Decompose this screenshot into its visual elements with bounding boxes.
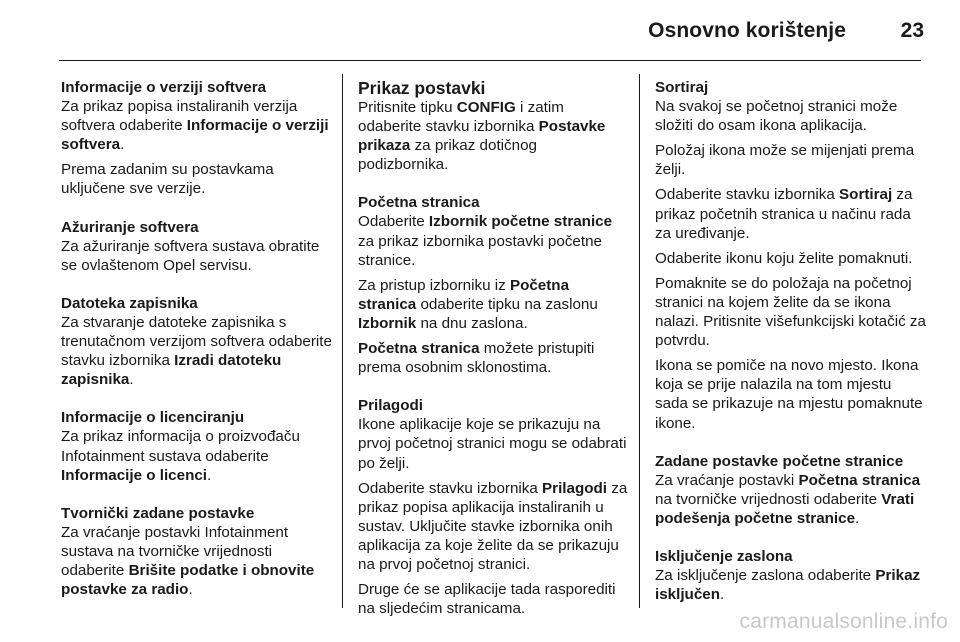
section-heading: Početna stranica [358,194,480,212]
section-display-off [655,547,927,604]
paragraph: Prema zadanim su postavkama uključene sve verzije. [61,161,274,198]
paragraph: Druge će se aplikacije tada rasporediti na sljedećim stranicama. [358,581,616,618]
text-run: za prikaz početnih stranica u načinu rada za uređivanje. [655,186,913,242]
text-run: Za prikaz popisa instaliranih verzija softvera odaberite [61,98,298,135]
text-run: na dnu zaslona. [416,314,528,332]
section-heading: Ažuriranje softvera [61,218,199,236]
column-3 [655,78,927,604]
paragraph: Za ažuriranje softvera sustava obratite se ovlaštenom Opel servisu. [61,237,320,274]
menu-item-reference: Prilagodi [542,479,608,497]
section-sort [655,78,927,433]
menu-item-reference: Brišite podatke i obnovite postavke za radio [61,561,315,599]
paragraph [655,566,927,604]
paragraph: Odaberite ikonu koju želite pomaknuti. [655,249,913,267]
text-run: i zatim odaberite stavku izbornika [358,99,564,136]
text-run: odaberite tipku na zaslonu [416,295,598,313]
text-run: . [720,586,725,604]
paragraph [61,427,333,484]
section-customise [358,396,630,618]
page-title: Osnovno korištenje [648,19,846,42]
text-run: Pritisnite tipku [358,99,457,116]
column-1 [61,78,333,599]
section-heading: Prilagodi [358,397,423,415]
menu-item-reference: Postavke prikaza [358,118,606,155]
menu-item-reference: Izbornik početne stranice [428,213,613,231]
page-number: 23 [900,19,924,42]
header-divider [59,60,921,61]
text-run: . [188,581,193,599]
paragraph [358,339,630,377]
text-run: za prikaz popisa aplikacija instaliranih u sustav. Uključite stavke izbornika onih aplikacija za koje želite da se prikazuju na prvoj početnoj stranici. [358,479,628,573]
menu-item-reference: Informacije o verziji softvera [61,117,329,154]
text-run: na tvorničke vrijednosti odaberite [655,490,882,508]
section-licensing-info [61,408,333,484]
section-software-version-info [61,78,333,199]
section-log-file [61,294,333,389]
text-run: . [855,509,860,527]
paragraph [358,276,630,333]
text-run: Odaberite stavku izbornika [358,479,543,497]
text-run: . [120,136,125,154]
section-home-page-defaults [655,452,927,528]
paragraph [358,479,630,574]
watermark: carmanualsonline.info [739,610,948,633]
text-run: Za isključenje zaslona odaberite [655,567,876,585]
paragraph [61,523,333,599]
paragraph: Pomaknite se do položaja na početnoj stranici na kojem želite da se ikona nalazi. Pritisnite višefunkcijski kotačić za potvrdu. [655,274,926,350]
menu-item-reference: Informacije o licenci [61,466,208,484]
text-run: za prikaz izbornika postavki početne stranice. [358,232,602,269]
column-divider-1 [342,74,343,608]
menu-item-reference: Početna stranica [358,340,480,358]
text-run: Za vraćanje postavki Infotainment sustava na tvorničke vrijednosti odaberite [61,523,289,579]
text-run: možete pristupiti prema osobnim sklonostima. [358,340,595,377]
text-run: Odaberite [358,213,429,231]
paragraph [655,471,927,528]
paragraph: Položaj ikona može se mijenjati prema želji. [655,142,915,179]
menu-item-reference: Početna stranica [798,471,921,489]
section-title: Prikaz postavki [358,78,486,98]
section-heading: Informacije o licenciranju [61,409,245,427]
text-run: . [129,371,134,389]
column-divider-2 [639,74,640,608]
text-run: za prikaz dotičnog podizbornika. [358,137,537,174]
paragraph [61,313,333,389]
paragraph [655,185,927,242]
paragraph [61,97,333,154]
section-software-update [61,218,333,275]
section-heading: Isključenje zaslona [655,547,793,565]
paragraph: Na svakoj se početnoj stranici može složiti do osam ikona aplikacija. [655,98,898,135]
paragraph: Ikona se pomiče na novo mjesto. Ikona koja se prije nalazila na tom mjestu sada se prikazuje na mjestu pomaknute ikone. [655,357,923,432]
text-run: Za pristup izborniku iz [358,276,510,294]
section-heading: Informacije o verziji softvera [61,79,267,96]
paragraph [358,212,630,269]
paragraph [358,98,630,174]
button-reference: CONFIG [456,99,516,116]
section-heading: Datoteka zapisnika [61,294,198,312]
paragraph: Ikone aplikacije koje se prikazuju na prvoj početnoj stranici mogu se odabrati po želji. [358,416,627,472]
text-run: Za prikaz informacija o proizvođaču Infotainment sustava odaberite [61,428,300,465]
text-run: . [207,466,212,484]
menu-item-reference: Prikaz isključen [655,567,921,604]
page-header [0,0,960,60]
menu-item-reference: Sortiraj [839,186,893,204]
section-heading: Sortiraj [655,79,709,96]
menu-item-reference: Izradi datoteku zapisnika [61,352,282,389]
button-reference: Izbornik [358,314,417,332]
text-run: Za stvaranje datoteke zapisnika s trenutačnom verzijom softvera odaberite stavku izbornika [61,313,332,370]
menu-item-reference: Vrati podešenja početne stranice [655,490,915,527]
section-heading: Tvornički zadane postavke [61,504,255,522]
column-2 [358,78,630,618]
section-display-settings [358,78,630,174]
section-home-page [358,193,630,377]
text-run: Odaberite stavku izbornika [655,186,840,204]
text-run: Za vraćanje postavki [655,471,799,489]
section-heading: Zadane postavke početne stranice [655,452,904,470]
menu-item-reference: Početna stranica [358,276,570,313]
section-factory-defaults [61,504,333,599]
